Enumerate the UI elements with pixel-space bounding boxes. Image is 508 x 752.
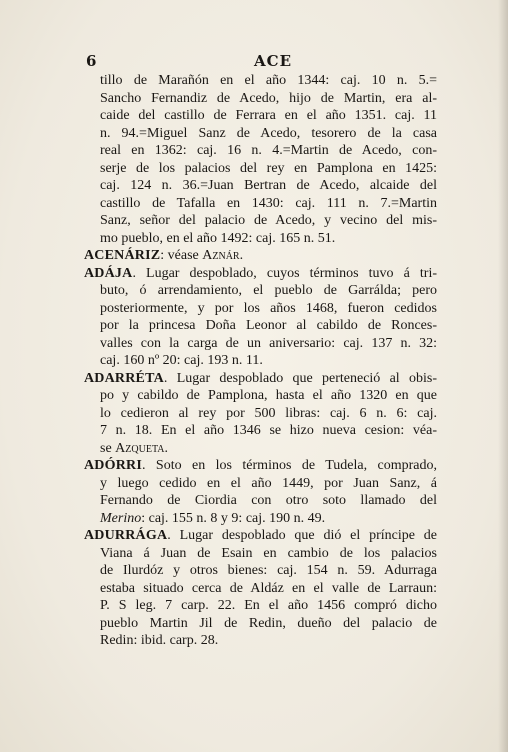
entry-acedo-continuation bbox=[84, 72, 437, 247]
text-line: Sancho Fernandiz de Acedo, hijo de Martin, era al- bbox=[100, 90, 437, 106]
text-line: Fernando de Ciordia con otro soto llamado del bbox=[100, 493, 437, 508]
text-line: P. S leg. 7 carp. 22. En el año 1456 compró dicho bbox=[100, 598, 437, 613]
text-line: n. 94.=Miguel Sanz de Acedo, tesorero de la casa bbox=[100, 125, 437, 141]
entry-text: . Lugar despoblado que perteneció al obis- bbox=[163, 370, 437, 386]
text-line: real en 1362: caj. 16 n. 4.=Martin de Acedo, con- bbox=[100, 143, 437, 158]
entry-text: . Soto en los términos de Tudela, comprado, bbox=[141, 458, 437, 473]
headword: ADARRÉTA bbox=[84, 370, 164, 386]
entry-text: . Lugar despoblado que dió el príncipe de bbox=[167, 528, 437, 543]
headword: ACENÁRIZ bbox=[84, 248, 161, 263]
text-line: serje de los palacios del rey en Pamplona en 1425: bbox=[100, 160, 437, 176]
entry-text: : véase bbox=[160, 248, 203, 263]
text-line: posteriormente, y por los años 1468, fueron cedidos bbox=[100, 300, 437, 316]
entry-text: se bbox=[100, 440, 116, 456]
text-line bbox=[84, 440, 437, 458]
entry-first-line bbox=[84, 265, 437, 283]
entry-text: . Lugar despoblado, cuyos términos tuvo á tri- bbox=[132, 265, 437, 281]
text-line: Sanz, señor del palacio de Acedo, y vecino del mis- bbox=[100, 213, 437, 228]
text-line: por la princesa Doña Leonor al cabildo de Ronces- bbox=[100, 318, 437, 333]
text-line: caj. 160 nº 20: caj. 193 n. 11. bbox=[100, 353, 263, 368]
entry-first-line bbox=[84, 457, 437, 475]
headword: ADURRÁGA bbox=[84, 528, 168, 543]
dictionary-text bbox=[84, 72, 437, 650]
entry-adorri bbox=[84, 457, 437, 527]
text-line: tillo de Marañón en el año 1344: caj. 10 n. 5.= bbox=[100, 73, 437, 88]
text-line: Viana á Juan de Esain en cambio de los palacios bbox=[100, 545, 437, 561]
text-line: y luego cedido en el año 1449, por Juan Sanz, á bbox=[100, 475, 437, 491]
text-line: caj. 124 n. 36.=Juan Bertran de Acedo, alcaide del bbox=[100, 178, 437, 193]
text-line: castillo de Tafalla en 1430: caj. 111 n. 7.=Martin bbox=[100, 195, 437, 211]
entry-adurraga bbox=[84, 527, 437, 650]
entry-first-line bbox=[84, 527, 437, 545]
entry-adaja bbox=[84, 265, 437, 370]
text-line: mo pueblo, en el año 1492: caj. 165 n. 51. bbox=[100, 230, 336, 246]
text-line: caide del castillo de Ferrara en el año 1351. caj. 11 bbox=[100, 108, 437, 123]
text-line: po y cabildo de Pamplona, hasta el año 1320 en que bbox=[100, 388, 437, 403]
entry-adarreta bbox=[84, 370, 437, 458]
text-line bbox=[84, 510, 437, 528]
entry-first-line bbox=[84, 370, 437, 388]
italic-term: Merino bbox=[100, 510, 142, 526]
text-line: Redin: ibid. carp. 28. bbox=[100, 633, 219, 648]
cross-reference: Aznár. bbox=[202, 248, 244, 263]
headword: ADÁJA bbox=[84, 265, 133, 281]
text-line: estaba situado cerca de Aldáz en el valle de Larraun: bbox=[100, 580, 437, 596]
text-line: 7 n. 18. En el año 1346 se hizo nueva cesion: véa- bbox=[100, 423, 437, 438]
text-line: valles con la carga de un aniversario: caj. 137 n. 32: bbox=[100, 335, 437, 351]
text-line: de Ilurdóz y otros bienes: caj. 154 n. 59. Adurraga bbox=[100, 563, 437, 578]
text-line: buto, ó arrendamiento, el pueblo de Garrálda; pero bbox=[100, 283, 437, 298]
text-line: lo cedieron al rey por 500 libras: caj. 6 n. 6: caj. bbox=[100, 405, 437, 421]
page-number: 6 bbox=[86, 52, 97, 70]
entry-first-line bbox=[84, 247, 437, 265]
entry-acenariz bbox=[84, 247, 437, 265]
headword: ADÓRRI bbox=[84, 458, 142, 473]
text-line: pueblo Martin Jil de Redin, dueño del palacio de bbox=[100, 615, 437, 631]
entry-text: : caj. 155 n. 8 y 9: caj. 190 n. 49. bbox=[141, 510, 326, 526]
page-header bbox=[0, 52, 508, 70]
running-head: ACE bbox=[254, 52, 293, 70]
cross-reference: Azqueta. bbox=[115, 440, 168, 456]
page-gutter-shadow bbox=[498, 0, 508, 752]
